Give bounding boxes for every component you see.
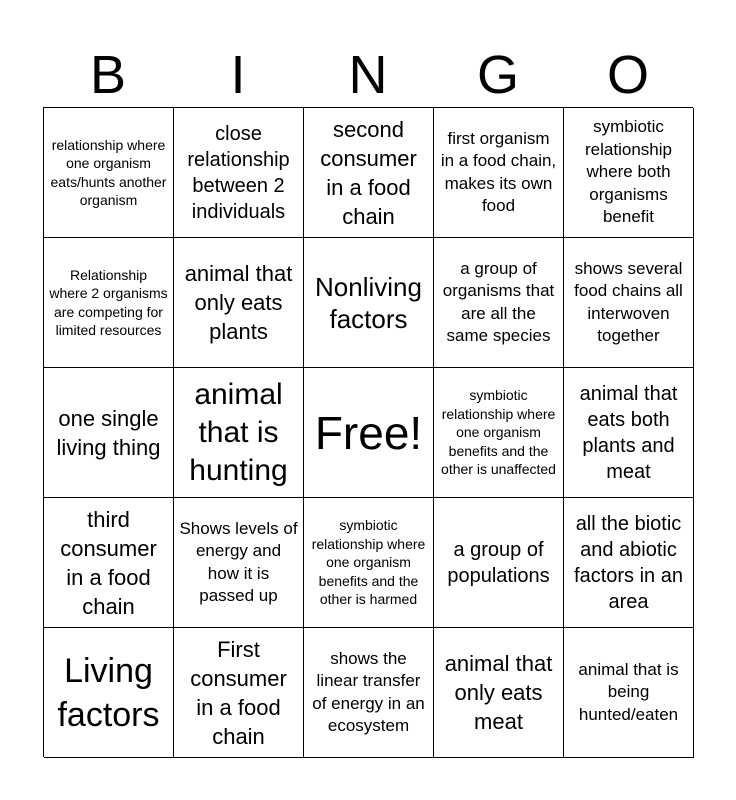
cell-text: relationship where one organism eats/hunts another organism [50,136,167,208]
bingo-cell-r4-c2[interactable] [174,498,304,628]
bingo-cell-r2-c2[interactable] [174,238,304,368]
bingo-cell-r1-c5[interactable] [564,108,694,238]
bingo-cell-r4-c3[interactable] [304,498,434,628]
bingo-cell-r4-c1[interactable] [44,498,174,628]
header-letter-g: G [476,45,519,105]
cell-text: symbiotic relationship where one organism benefits and the other is unaffected [441,387,556,478]
cell-text: animal that is being hunted/eaten [578,659,679,724]
cell-text: Nonliving factors [315,271,422,334]
bingo-cell-r5-c1[interactable] [44,628,174,758]
cell-text: a group of populations [447,538,550,587]
cell-text: First consumer in a food chain [190,636,287,749]
bingo-cell-r5-c3[interactable] [304,628,434,758]
bingo-cell-r1-c4[interactable] [434,108,564,238]
bingo-cell-r3-c5[interactable] [564,368,694,498]
cell-text: Shows levels of energy and how it is passed up [179,518,298,605]
cell-text: third consumer in a food chain [60,506,157,619]
bingo-cell-r3-c4[interactable] [434,368,564,498]
cell-text: a group of organisms that are all the same species [442,258,555,345]
cell-text: animal that only eats meat [444,651,553,734]
bingo-header [43,42,693,108]
cell-text: animal that eats both plants and meat [579,382,678,483]
header-letter-n: N [348,45,388,105]
cell-text: first organism in a food chain, makes its own food [440,128,557,215]
cell-text: Relationship where 2 organisms are competing for limited resources [49,266,168,338]
bingo-cell-r1-c2[interactable] [174,108,304,238]
free-space-text: Free! [314,406,423,459]
cell-text: animal that only eats plants [184,261,293,344]
bingo-cell-r2-c1[interactable] [44,238,174,368]
cell-text: close relationship between 2 individuals [187,122,290,223]
header-letter-o: O [606,45,649,105]
bingo-cell-r2-c5[interactable] [564,238,694,368]
bingo-cell-free[interactable] [304,368,434,498]
bingo-cell-r2-c3[interactable] [304,238,434,368]
cell-text: shows several food chains all interwoven together [574,258,683,345]
bingo-cell-r4-c4[interactable] [434,498,564,628]
cell-text: symbiotic relationship where both organisms benefit [585,117,672,227]
bingo-cell-r3-c2[interactable] [174,368,304,498]
cell-text: all the biotic and abiotic factors in an area [574,512,683,613]
cell-text: animal that is hunting [189,377,288,487]
cell-text: symbiotic relationship where one organism benefits and the other is harmed [311,517,426,608]
bingo-cell-r4-c5[interactable] [564,498,694,628]
cell-text: shows the linear transfer of energy in an ecosystem [312,648,425,735]
bingo-cell-r1-c1[interactable] [44,108,174,238]
header-letter-b: B [89,45,127,105]
cell-text: second consumer in a food chain [320,116,417,229]
header-letter-i: I [230,45,246,105]
bingo-cell-r3-c1[interactable] [44,368,174,498]
bingo-card-grid [43,107,693,757]
cell-text: Living factors [57,651,160,734]
bingo-cell-r1-c3[interactable] [304,108,434,238]
bingo-cell-r2-c4[interactable] [434,238,564,368]
bingo-cell-r5-c4[interactable] [434,628,564,758]
bingo-cell-r5-c2[interactable] [174,628,304,758]
bingo-cell-r5-c5[interactable] [564,628,694,758]
cell-text: one single living thing [56,405,161,460]
